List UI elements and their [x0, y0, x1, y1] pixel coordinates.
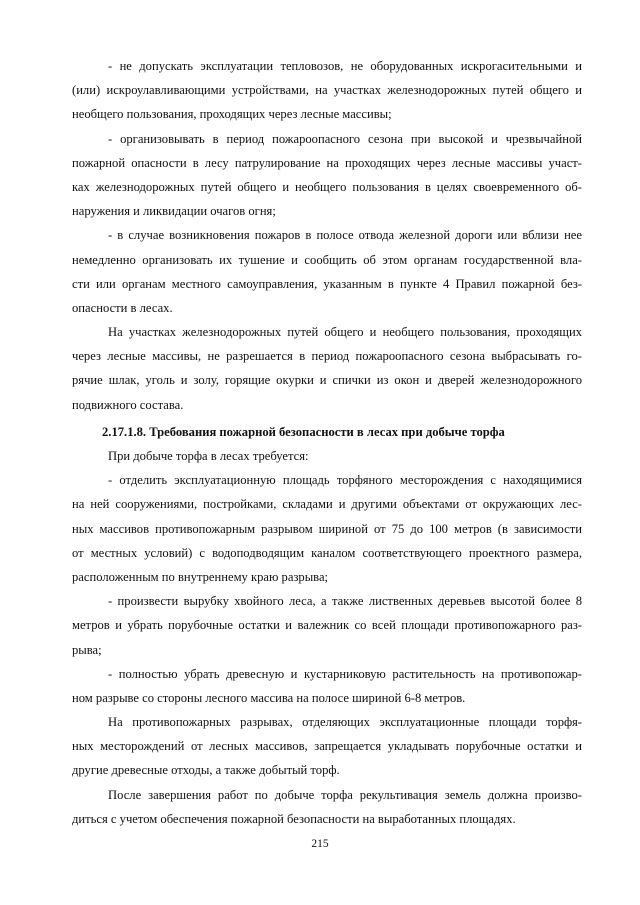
text-line: ках железнодорожных путей общего и необщего пользования в целях своевременного об- — [72, 179, 582, 194]
text-line: - полностью убрать древесную и кустарниковую растительность на противопожар- — [108, 666, 582, 681]
text-line: пожарной опасности в лесу патрулирование на проходящих через лесные массивы участ- — [72, 155, 582, 170]
paragraph-locomotive-spark-arresters — [72, 54, 582, 127]
paragraph-prohibition-throwing — [72, 320, 582, 417]
paragraph-firebreak — [72, 468, 582, 589]
paragraph-recultivation — [72, 783, 582, 831]
text-line: сти или органам местного самоуправления, указанным в пункте 4 Правил пожарной без- — [72, 276, 582, 291]
text-line: На противопожарных разрывах, отделяющих эксплуатационные площади торфя- — [108, 715, 582, 730]
text-line: На участках железнодорожных путей общего и необщего пользования, проходящих — [108, 325, 582, 340]
text-line: от местных условий) с водоподводящим каналом соответствующего проектного размера, — [72, 545, 582, 560]
text-line: - организовывать в период пожароопасного сезона при высокой и чрезвычайной — [108, 131, 582, 146]
text-line: При добыче торфа в лесах требуется: — [108, 449, 309, 463]
paragraph-vegetation-removal — [72, 662, 582, 710]
document-page — [72, 54, 582, 831]
paragraph-logging — [72, 589, 582, 662]
paragraph-patrolling — [72, 127, 582, 224]
text-line: через лесные массивы, не разрешается в период пожароопасного сезона выбрасывать го- — [72, 349, 582, 364]
text-line: другие древесные отходы, а также добытый торф. — [72, 763, 340, 778]
text-line: - отделить эксплуатационную площадь торфяного месторождения с находящимися — [108, 473, 582, 488]
text-line: - в случае возникновения пожаров в полосе отвода железной дороги или вблизи нее — [108, 228, 582, 243]
text-line: опасности в лесах. — [72, 300, 173, 315]
text-line: (или) искроулавливающими устройствами, на участках железнодорожных путей общего и — [72, 83, 582, 98]
text-line: диться с учетом обеспечения пожарной безопасности на выработанных площадях. — [72, 811, 516, 826]
text-line: - произвести вырубку хвойного леса, а также лиственных деревьев высотой более 8 — [108, 594, 582, 609]
text-line: необщего пользования, проходящих через лесные массивы; — [72, 107, 392, 122]
paragraph-fire-response — [72, 223, 582, 320]
text-line: наружения и ликвидации очагов огня; — [72, 204, 276, 219]
text-line: немедленно организовать их тушение и сообщить об этом органам государственной вла- — [72, 252, 582, 267]
text-line: подвижного состава. — [72, 397, 184, 412]
text-line: метров и убрать порубочные остатки и валежник со всей площади противопожарного раз- — [72, 618, 582, 633]
text-line: на ней сооружениями, постройками, складами и другими объектами от окружающих лес- — [72, 497, 582, 512]
paragraph-firebreak-prohibition — [72, 710, 582, 783]
section-heading: 2.17.1.8. Требования пожарной безопасности в лесах при добыче торфа — [102, 424, 505, 439]
page-number: 215 — [311, 838, 329, 850]
text-line: ных месторождений от лесных массивов, запрещается укладывать порубочные остатки и — [72, 739, 582, 754]
text-line: ном разрыве со стороны лесного массива на полосе шириной 6-8 метров. — [72, 690, 466, 705]
paragraph-peat-intro — [72, 444, 582, 468]
text-line: расположенным по внутреннему краю разрыва; — [72, 569, 329, 584]
text-line: рячие шлак, уголь и золу, горящие окурки и спички из окон и дверей железнодорожного — [72, 373, 582, 388]
text-line: После завершения работ по добыче торфа рекультивация земель должна произво- — [108, 787, 582, 802]
text-line: ных массивов противопожарным разрывом шириной от 75 до 100 метров (в зависимости — [72, 521, 582, 536]
text-line: рыва; — [72, 642, 102, 657]
text-line: - не допускать эксплуатации тепловозов, не оборудованных искрогасительными и — [108, 59, 582, 73]
